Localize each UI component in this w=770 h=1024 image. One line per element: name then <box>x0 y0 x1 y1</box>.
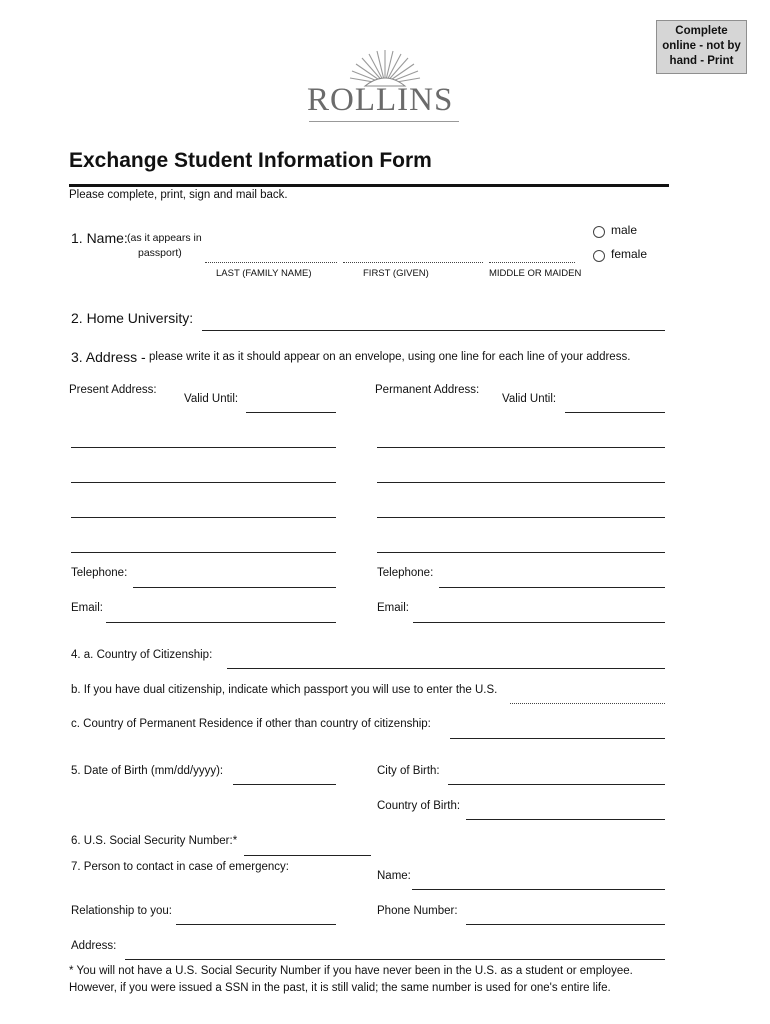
first-name-field[interactable] <box>343 262 483 263</box>
emergency-name-field[interactable] <box>412 889 665 890</box>
ssn-field[interactable] <box>244 855 371 856</box>
dob-label: 5. Date of Birth (mm/dd/yyyy): <box>71 765 224 777</box>
telephone-left-field[interactable] <box>133 587 336 588</box>
relationship-field[interactable] <box>176 924 336 925</box>
present-address-label: Present Address: <box>69 384 157 396</box>
email-right-label: Email: <box>377 602 409 614</box>
name-note-2: passport) <box>138 247 182 259</box>
name-note-1: (as it appears in <box>127 232 202 244</box>
citizenship-label: 4. a. Country of Citizenship: <box>71 649 213 661</box>
citizenship-field[interactable] <box>227 668 665 669</box>
present-address-line-4[interactable] <box>71 552 336 553</box>
permanent-address-line-1[interactable] <box>377 447 665 448</box>
permanent-address-line-4[interactable] <box>377 552 665 553</box>
present-address-line-1[interactable] <box>71 447 336 448</box>
telephone-right-label: Telephone: <box>377 567 434 579</box>
middle-name-field[interactable] <box>489 262 575 263</box>
residence-label: c. Country of Permanent Residence if other than country of citizenship: <box>71 718 431 730</box>
email-left-label: Email: <box>71 602 103 614</box>
male-label: male <box>611 223 638 237</box>
address-heading: 3. Address - <box>71 349 146 365</box>
female-label: female <box>611 247 648 261</box>
email-right-field[interactable] <box>413 622 665 623</box>
form-title: Exchange Student Information Form <box>69 149 432 172</box>
print-button-label-2: online - not by <box>662 40 741 52</box>
print-button-label-1: Complete <box>675 25 728 37</box>
city-birth-label: City of Birth: <box>377 765 440 777</box>
last-name-field[interactable] <box>205 262 337 263</box>
print-button[interactable] <box>656 20 747 74</box>
female-radio[interactable] <box>593 250 605 262</box>
emergency-address-field[interactable] <box>125 959 665 960</box>
last-name-caption: LAST (FAMILY NAME) <box>216 268 312 279</box>
city-birth-field[interactable] <box>448 784 665 785</box>
male-radio[interactable] <box>593 226 605 238</box>
rollins-logo <box>305 44 465 124</box>
present-address-line-3[interactable] <box>71 517 336 518</box>
first-name-caption: FIRST (GIVEN) <box>363 268 429 279</box>
home-university-label: 2. Home University: <box>71 310 194 326</box>
phone-number-field[interactable] <box>466 924 665 925</box>
ssn-label: 6. U.S. Social Security Number:* <box>71 835 238 847</box>
valid-until-left-field[interactable] <box>246 412 336 413</box>
emergency-label: 7. Person to contact in case of emergency: <box>71 861 289 873</box>
name-label: 1. Name: <box>71 230 128 246</box>
footnote-line-1: * You will not have a U.S. Social Security Number if you have never been in the U.S. as a student or employee. <box>69 965 633 977</box>
footnote-line-2: However, if you were issued a SSN in the past, it is still valid; the same number is used for one's entire life. <box>69 982 611 994</box>
email-left-field[interactable] <box>106 622 336 623</box>
dual-citizenship-field[interactable] <box>510 703 665 704</box>
valid-until-right-field[interactable] <box>565 412 665 413</box>
form-intro: Please complete, print, sign and mail back. <box>69 189 288 201</box>
valid-until-right-label: Valid Until: <box>502 393 557 405</box>
residence-field[interactable] <box>450 738 665 739</box>
address-instruction: please write it as it should appear on an envelope, using one line for each line of your address. <box>149 351 631 363</box>
valid-until-left-label: Valid Until: <box>184 393 239 405</box>
telephone-right-field[interactable] <box>439 587 665 588</box>
logo-text: ROLLINS <box>307 82 454 118</box>
relationship-label: Relationship to you: <box>71 905 173 917</box>
permanent-address-line-2[interactable] <box>377 482 665 483</box>
country-birth-label: Country of Birth: <box>377 800 461 812</box>
present-address-line-2[interactable] <box>71 482 336 483</box>
middle-name-caption: MIDDLE OR MAIDEN <box>489 268 582 279</box>
title-rule <box>69 184 669 187</box>
telephone-left-label: Telephone: <box>71 567 128 579</box>
dob-field[interactable] <box>233 784 336 785</box>
dual-citizenship-label: b. If you have dual citizenship, indicate which passport you will use to enter the U.S. <box>71 684 498 696</box>
country-birth-field[interactable] <box>466 819 665 820</box>
print-button-label-3: hand - Print <box>669 55 734 67</box>
emergency-name-label: Name: <box>377 870 411 882</box>
permanent-address-label: Permanent Address: <box>375 384 480 396</box>
permanent-address-line-3[interactable] <box>377 517 665 518</box>
phone-number-label: Phone Number: <box>377 905 458 917</box>
emergency-address-label: Address: <box>71 940 117 952</box>
home-university-field[interactable] <box>202 330 665 331</box>
